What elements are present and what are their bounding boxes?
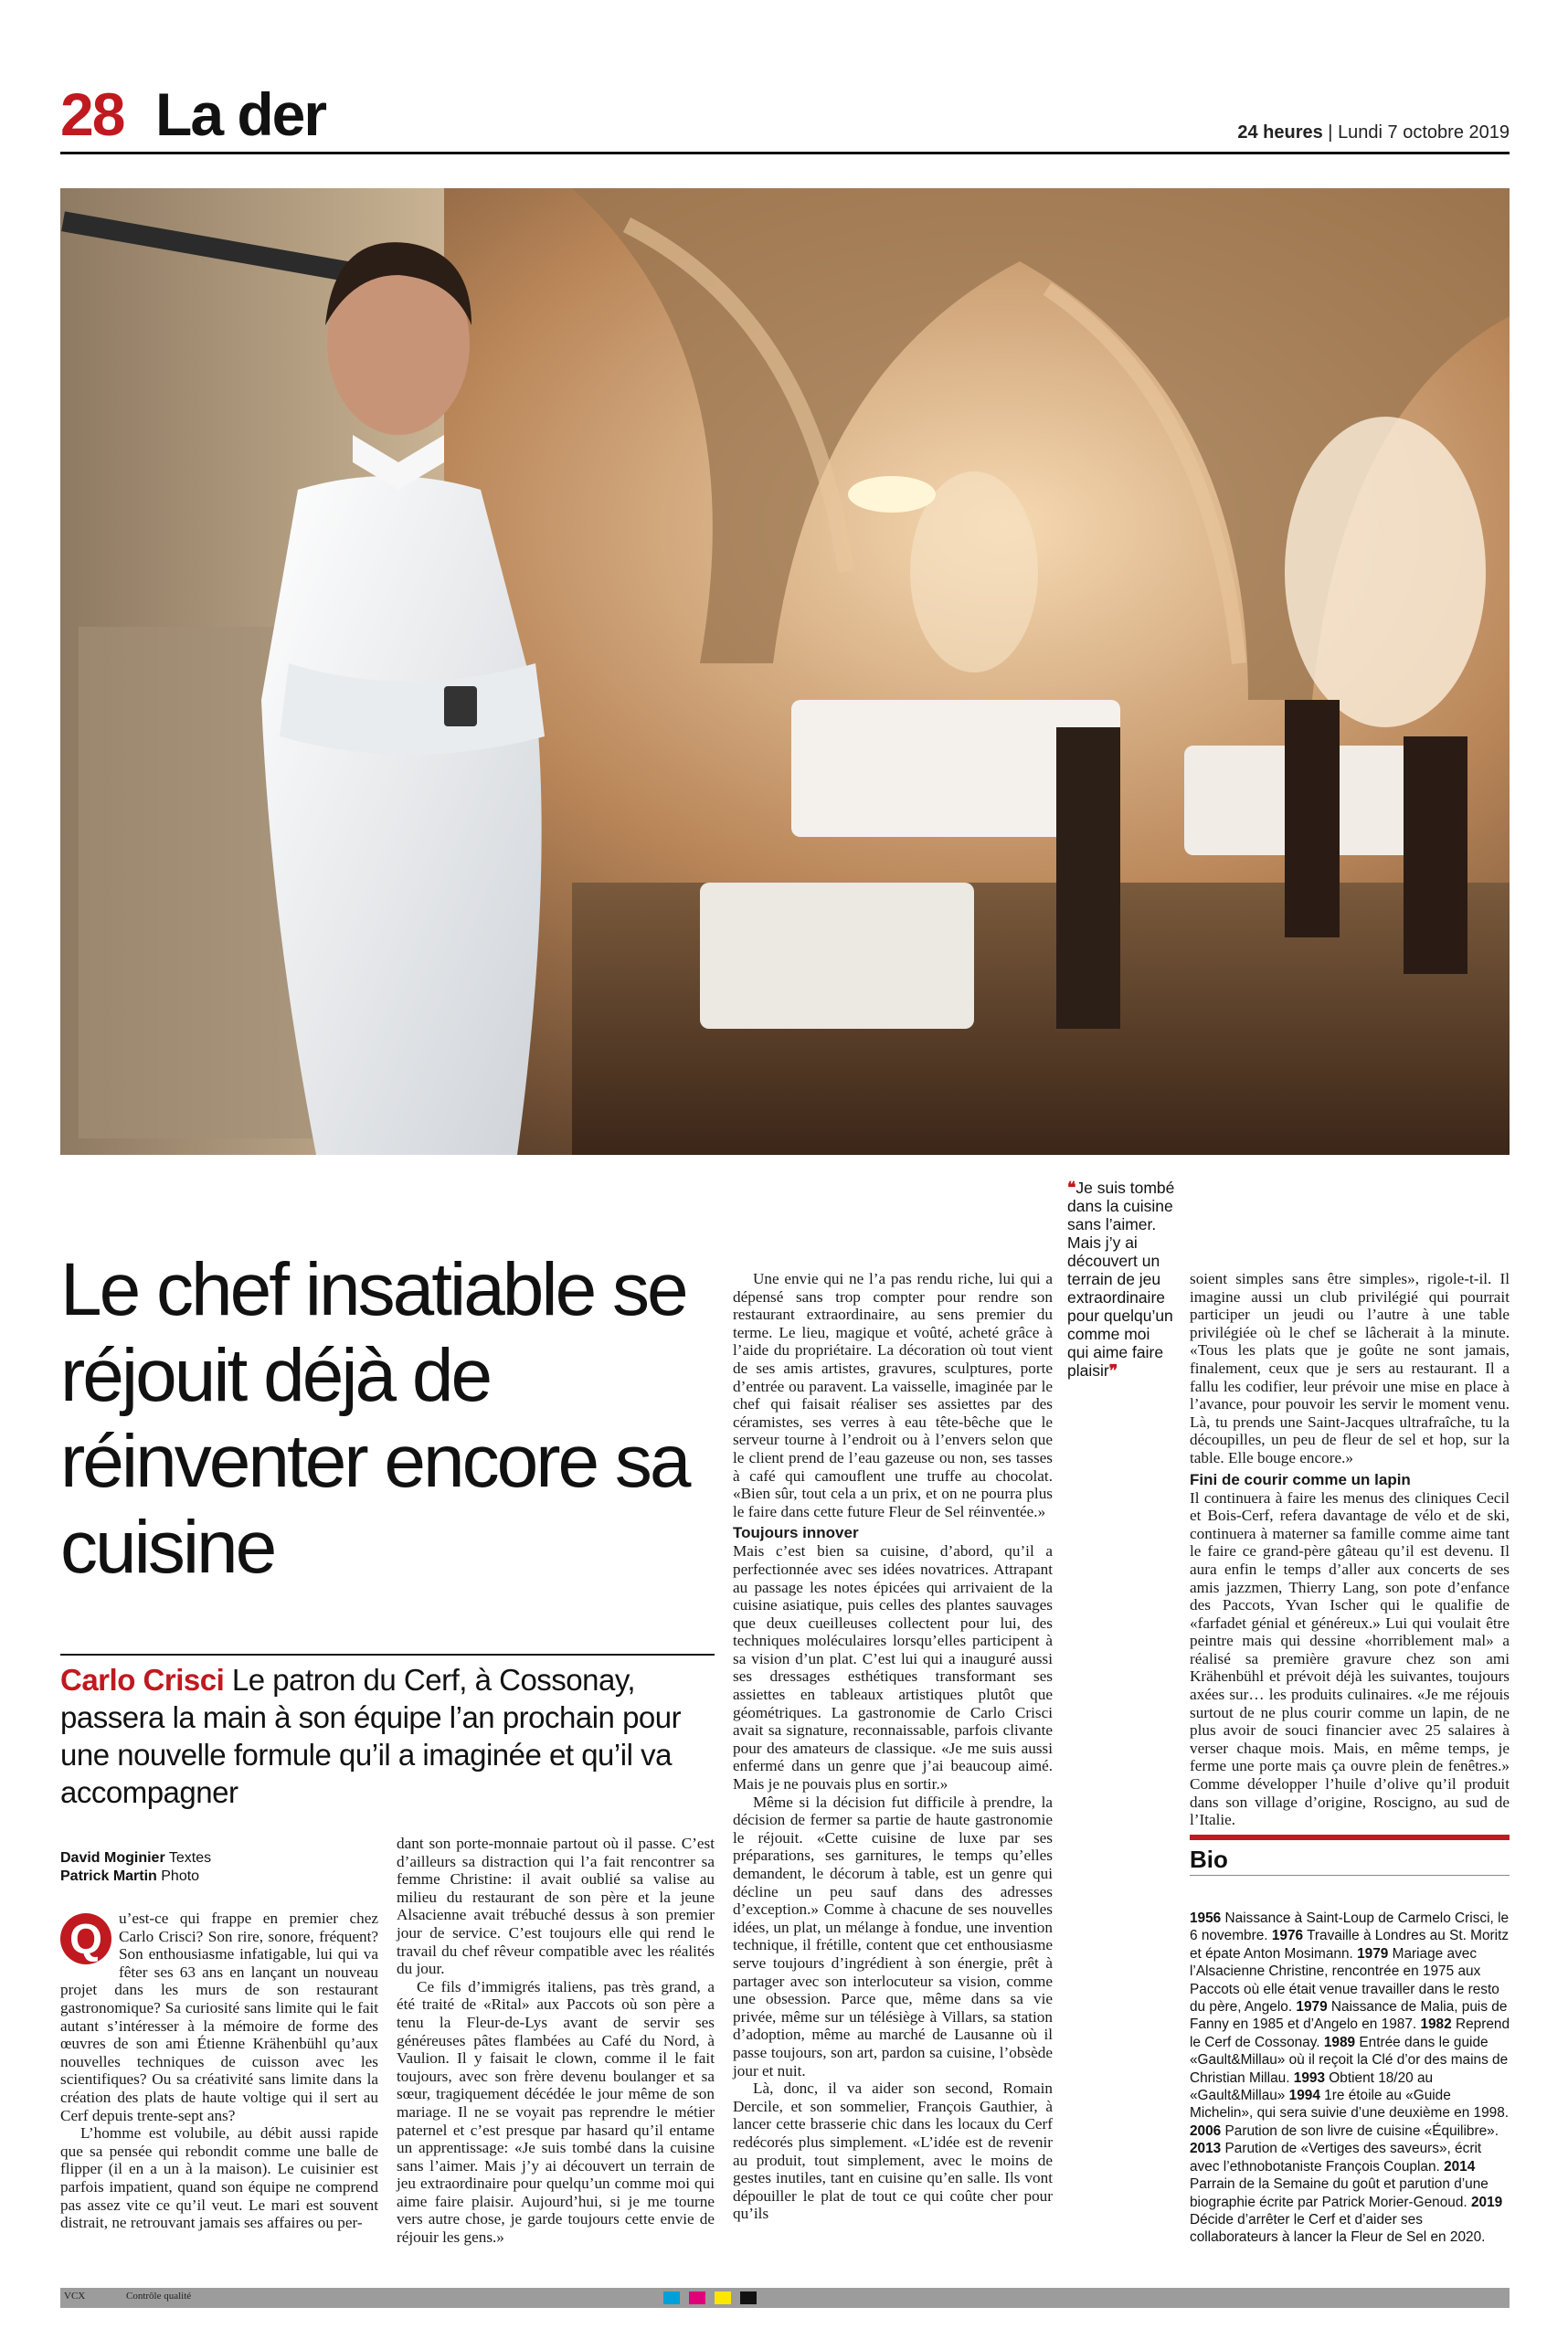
bio-year: 1989 xyxy=(1323,2034,1356,2050)
bio-text: 1re étoile au «Guide Michelin», qui sera suivie d’une deuxième en 1998. xyxy=(1190,2088,1510,2122)
subhead-fini-de-courir: Fini de courir comme un lapin xyxy=(1190,1470,1411,1488)
bio-year: 2014 xyxy=(1444,2158,1476,2175)
article-paragraph: Là, donc, il va aider son second, Romain Dercile, et son sommelier, François Gauthier, à lancer cette brasserie chic dans les locaux du Cerf redécorés plus simplement. «L’idée est de revenir au produit, tout simplement, avec le moins de gestes inutiles, tant en cuisine qu’en salle. Ils vont dépouiller le plat de tout ce qui coûte cher pour qu’ils xyxy=(733,2080,1053,2223)
bio-text: Entrée dans le guide «Gault&Millau» où il reçoit la Clé d’or des mains de Christian Millau. xyxy=(1190,2034,1509,2086)
bio-text: Mariage avec l’Alsacienne Christine, rencontrée en 1975 aux Paccots où elle était venue travailler dans le resto du père, Angelo. xyxy=(1190,1945,1499,2016)
black-swatch xyxy=(740,2291,757,2304)
bio-rule xyxy=(1190,1875,1510,1876)
bio-text: Naissance de Malia, puis de Fanny en 1985 et d’Angelo en 1987. xyxy=(1190,1999,1508,2033)
byline-photo-role: Photo xyxy=(156,1868,200,1884)
byline-writer-line xyxy=(60,1849,211,1868)
article-paragraph: Mais c’est bien sa cuisine, d’abord, qu’il a perfectionnée avec ses idées novatrices. Attrapant au passage les notes épicées qui arrivaient de la cuisine asiatique, puis celles des plantes sauvages que deux cueilleuses collectent pour lui, des techniques moléculaires lorsqu’elles participent à sa vision d’un plat. C’est lui qui a inauguré aussi ses dressages esthétiques transformant ses assiettes en tableaux artistiques plutôt que géométriques. La gastronomie de Carlo Crisci avait sa signature, reconnaissable, parfois clivante pour des amateurs de classique. «Je me suis aussi enfermé dans un genre que j’ai beaucoup aimé. Mais je ne pouvais plus en sortir.» xyxy=(733,1542,1053,1794)
bio-year: 2019 xyxy=(1470,2194,1503,2210)
article-column-4 xyxy=(1190,1270,1510,1829)
bio-text: Décide d’arrêter le Cerf et d’aider ses collaborateurs à lancer la Fleur de Sel en 2020. xyxy=(1190,2211,1486,2246)
lead-text: u’est-ce qui frappe en premier chez Carlo Crisci? Son rire, sonore, fréquent? Son enthousiasme infatigable, lui qui va fêter ses 63 ans en lançant un nouveau projet dans les murs de son restaurant gastronomique? Sa curiosité sans limite qui le fait autant s’intéresser à la mémoire de forme des œuvres de son ami Étienne Krähenbühl qu’aux nouvelles techniques de cuisson avec les scientifiques? Ou sa créativité sans limite dans la création des plats de haute voltige qui il sert au Cerf depuis trente-sept ans? xyxy=(60,1910,378,2124)
restaurant-portrait-illustration xyxy=(60,188,1510,1155)
bio-year: 1979 xyxy=(1357,1945,1389,1962)
footer-code: VCX xyxy=(64,2291,86,2302)
bio-year: 1976 xyxy=(1271,1928,1304,1944)
article-column-3 xyxy=(733,1270,1053,2223)
bio-year: 1993 xyxy=(1293,2069,1326,2086)
article-paragraph: Il continuera à faire les menus des cliniques Cecil et Bois-Cerf, refera davantage de vélo et de ski, continuera à materner sa famille comme aime tant le faire ce grand-père gâteau qu’il est devenu. Il aura enfin le temps d’aller aux concerts de ses amis jazzmen, Thierry Lang, son pote d’enfance des Paccots, Yvan Ischer qui le qualifie de «farfadet génial et généreux.» Lui qui voulait être peintre mais qui dessine «horriblement mal» a réalisé sa première gravure chez son ami Krähenbühl et prévoit déjà les suivantes, toujours axées sur… les produits culinaires. «Je me réjouis surtout de ne plus courir comme un lapin, de ne plus avoir de souci financier avec 25 salaires à verser chaque mois. Mais, en même temps, je ferme une porte mais ça ouvre plein de fenêtres.» Comme développer l’huile d’olive qu’il produit dans son village d’origine, Roscigno, au sud de l’Italie. xyxy=(1190,1488,1510,1829)
deck xyxy=(60,1661,727,1811)
bio-text: Parution de son livre de cuisine «Équilibre». xyxy=(1221,2122,1499,2139)
bio-entry xyxy=(1190,2123,1499,2139)
yellow-swatch xyxy=(715,2291,731,2304)
headline: Le chef insatiable se réjouit déjà de réinventer encore sa cuisine xyxy=(60,1248,689,1589)
masthead-separator: | xyxy=(1328,122,1339,143)
page-number: 28 xyxy=(60,80,124,148)
byline-photographer: Patrick Martin xyxy=(60,1868,157,1884)
masthead xyxy=(1237,122,1510,143)
lead-paragraph xyxy=(60,1910,378,2124)
dropcap: Q xyxy=(60,1913,111,1964)
bio-text: Naissance à Saint-Loup de Carmelo Crisci, le 6 novembre. xyxy=(1190,1910,1510,1944)
issue-date: Lundi 7 octobre 2019 xyxy=(1338,122,1510,143)
pull-quote-text: Je suis tombé dans la cuisine sans l’aimer. Mais j’y ai découvert un terrain de jeu extraordinaire pour quelqu’un comme moi qui aime faire plaisir xyxy=(1067,1179,1175,1380)
bio-year: 2013 xyxy=(1190,2141,1222,2157)
deck-rule xyxy=(60,1654,715,1656)
bio-text: Parrain de la Semaine du goût et parution d’une biographie écrite par Patrick Morier-Genoud. xyxy=(1190,2176,1489,2210)
article-paragraph: L’homme est volubile, au débit aussi rapide que sa pensée qui rebondit comme une balle de flipper (il en a un à la maison). Le cuisinier est parfois impatient, quand son équipe ne comprend pas assez vite ce qu’il veut. Le mari est souvent distrait, ne retrouvant jamais ses affaires ou per- xyxy=(60,2124,378,2232)
bio-text: Parution de «Vertiges des saveurs», écrit avec l’ethnobotaniste François Couplan. xyxy=(1190,2141,1482,2175)
bio-year: 2006 xyxy=(1190,2122,1222,2139)
article-paragraph: Ce fils d’immigrés italiens, pas très grand, a été traité de «Rital» aux Paccots où son père a tenu la Fleur-de-Lys avant de servir ses généreuses pâtes flambées au Café du Nord, à Vaulion. Il y faisait le clown, comme il le fait toujours, avec son frère devenu boulanger et sa sœur, tragiquement décédée le jour même de son mariage. Il ne se voyait pas reprendre le métier paternel et c’est presque par hasard qu’il entame un apprentissage: «Je suis tombé dans la cuisine sans l’aimer. Mais j’y ai découvert un terrain de jeu extraordinaire pour quelqu’un comme moi qui aime faire plaisir. Aujourd’hui, si je me tourne vers autre chose, je garde toujours cette envie de réjouir les gens.» xyxy=(397,1977,715,2247)
bio-entry xyxy=(1190,2141,1481,2174)
article-column-1 xyxy=(60,1910,378,2232)
bio-text: Reprend le Cerf de Cossonay. xyxy=(1190,2016,1510,2050)
quality-control-strip xyxy=(60,2288,1510,2308)
deck-text: Le patron du Cerf, à Cossonay, passera la main à son équipe l’an prochain pour une nouvelle formule qu’il a imaginée et qu’il va accompagner xyxy=(60,1663,682,1809)
bio-year: 1982 xyxy=(1420,2016,1452,2033)
bio-text: Travaille à Londres au St. Moritz et épate Anton Mosimann. xyxy=(1190,1928,1510,1962)
pull-quote xyxy=(1067,1179,1175,1380)
byline-writer-role: Textes xyxy=(164,1850,212,1866)
cyan-swatch xyxy=(663,2291,680,2304)
subhead-toujours-innover: Toujours innover xyxy=(733,1524,859,1542)
chef-photo xyxy=(60,188,1510,1155)
article-paragraph: Même si la décision fut difficile à prendre, la décision de fermer sa partie de haute gastronomie le réjouit. «Cette cuisine de luxe par ses préparations, ses garnitures, le temps qu’elles demandent, le décorum à table, est un genre qui décline un peu sauf dans des adresses d’exception.» Comme à chacune de ses nouvelles idées, un plat, un mélange à fondue, une invention technique, il frétille, content que cet enthousiasme serve toujours d’ingrédient à son énergie, prêt à partager avec son interlocuteur sa vision, comme une obsession. Parce que, même dans sa vie privée, même sur un télésiège à Villars, sa station d’adoption, même au marché de Lausanne où il passe toujours, son art, pardon sa cuisine, l’obsède jour et nuit. xyxy=(733,1793,1053,2080)
bio-year: 1956 xyxy=(1190,1910,1222,1926)
bio-list xyxy=(1190,1910,1510,2247)
header-rule xyxy=(60,152,1510,154)
open-quote-icon: ❝ xyxy=(1067,1179,1076,1197)
bio-year: 1994 xyxy=(1288,2088,1320,2104)
byline-writer: David Moginier xyxy=(60,1850,165,1866)
bio-title: Bio xyxy=(1190,1835,1510,1874)
bio-year: 1979 xyxy=(1296,1999,1328,2016)
section-title: La der xyxy=(155,80,326,148)
byline xyxy=(60,1849,211,1886)
article-paragraph: Une envie qui ne l’a pas rendu riche, lui qui a dépensé sans trop compter pour rendre son restaurant extraordinaire, au sens premier du terme. Le lieu, magique et voûté, acheté grâce à l’aide du propriétaire. La décoration où tout vient de ses amis artistes, gravures, sculptures, porte d’entrée ou paravent. La vaisselle, imaginée par le chef qui faisait réaliser ses assiettes par des céramistes, ses verres à eau tête-bêche que le serveur tourne à l’endroit ou à l’envers selon que le client prend de l’eau gazeuse ou non, ses tasses à café qui camouflent une truffe au chocolat. «Bien sûr, tout cela a un prix, et on ne pourra plus le faire dans cette future Fleur de Sel réinventée.» xyxy=(733,1270,1053,1520)
magenta-swatch xyxy=(689,2291,705,2304)
article-paragraph: dant son porte-monnaie partout où il passe. C’est d’ailleurs sa distraction qui l’a fait rencontrer sa femme Christine: il avait oublié sa valise au milieu du restaurant de son père et la jeune Alsacienne avait trébuché dessus à son premier jour de service. C’est toujours elle qui rend le travail du chef rêveur compatible avec les réalités du jour. xyxy=(397,1835,715,1978)
footer-label: Contrôle qualité xyxy=(126,2291,192,2302)
byline-photo-line xyxy=(60,1868,211,1886)
article-paragraph: soient simples sans être simples», rigole-t-il. Il imagine aussi un club privilégié qui pourrait participer un jeudi ou l’autre à une table privilégiée où le chef se lâcherait à la minute. «Tous les plats que je goûte ne sont jamais, finalement, ceux que je sers au restaurant. Il a fallu les codifier, leur prévoir une mise en place à l’avance, pour pouvoir les servir le moment venu. Là, tu prends une Saint-Jacques ultrafraîche, tu la découpilles, un peu de fleur de sel et hop, sur la table. Elle bouge encore.» xyxy=(1190,1270,1510,1466)
deck-name: Carlo Crisci xyxy=(60,1663,225,1697)
close-quote-icon: ❞ xyxy=(1108,1361,1118,1380)
paper-name: 24 heures xyxy=(1237,122,1323,143)
bio-text: Obtient 18/20 au «Gault&Millau» xyxy=(1190,2069,1434,2104)
article-column-2 xyxy=(397,1835,715,2247)
